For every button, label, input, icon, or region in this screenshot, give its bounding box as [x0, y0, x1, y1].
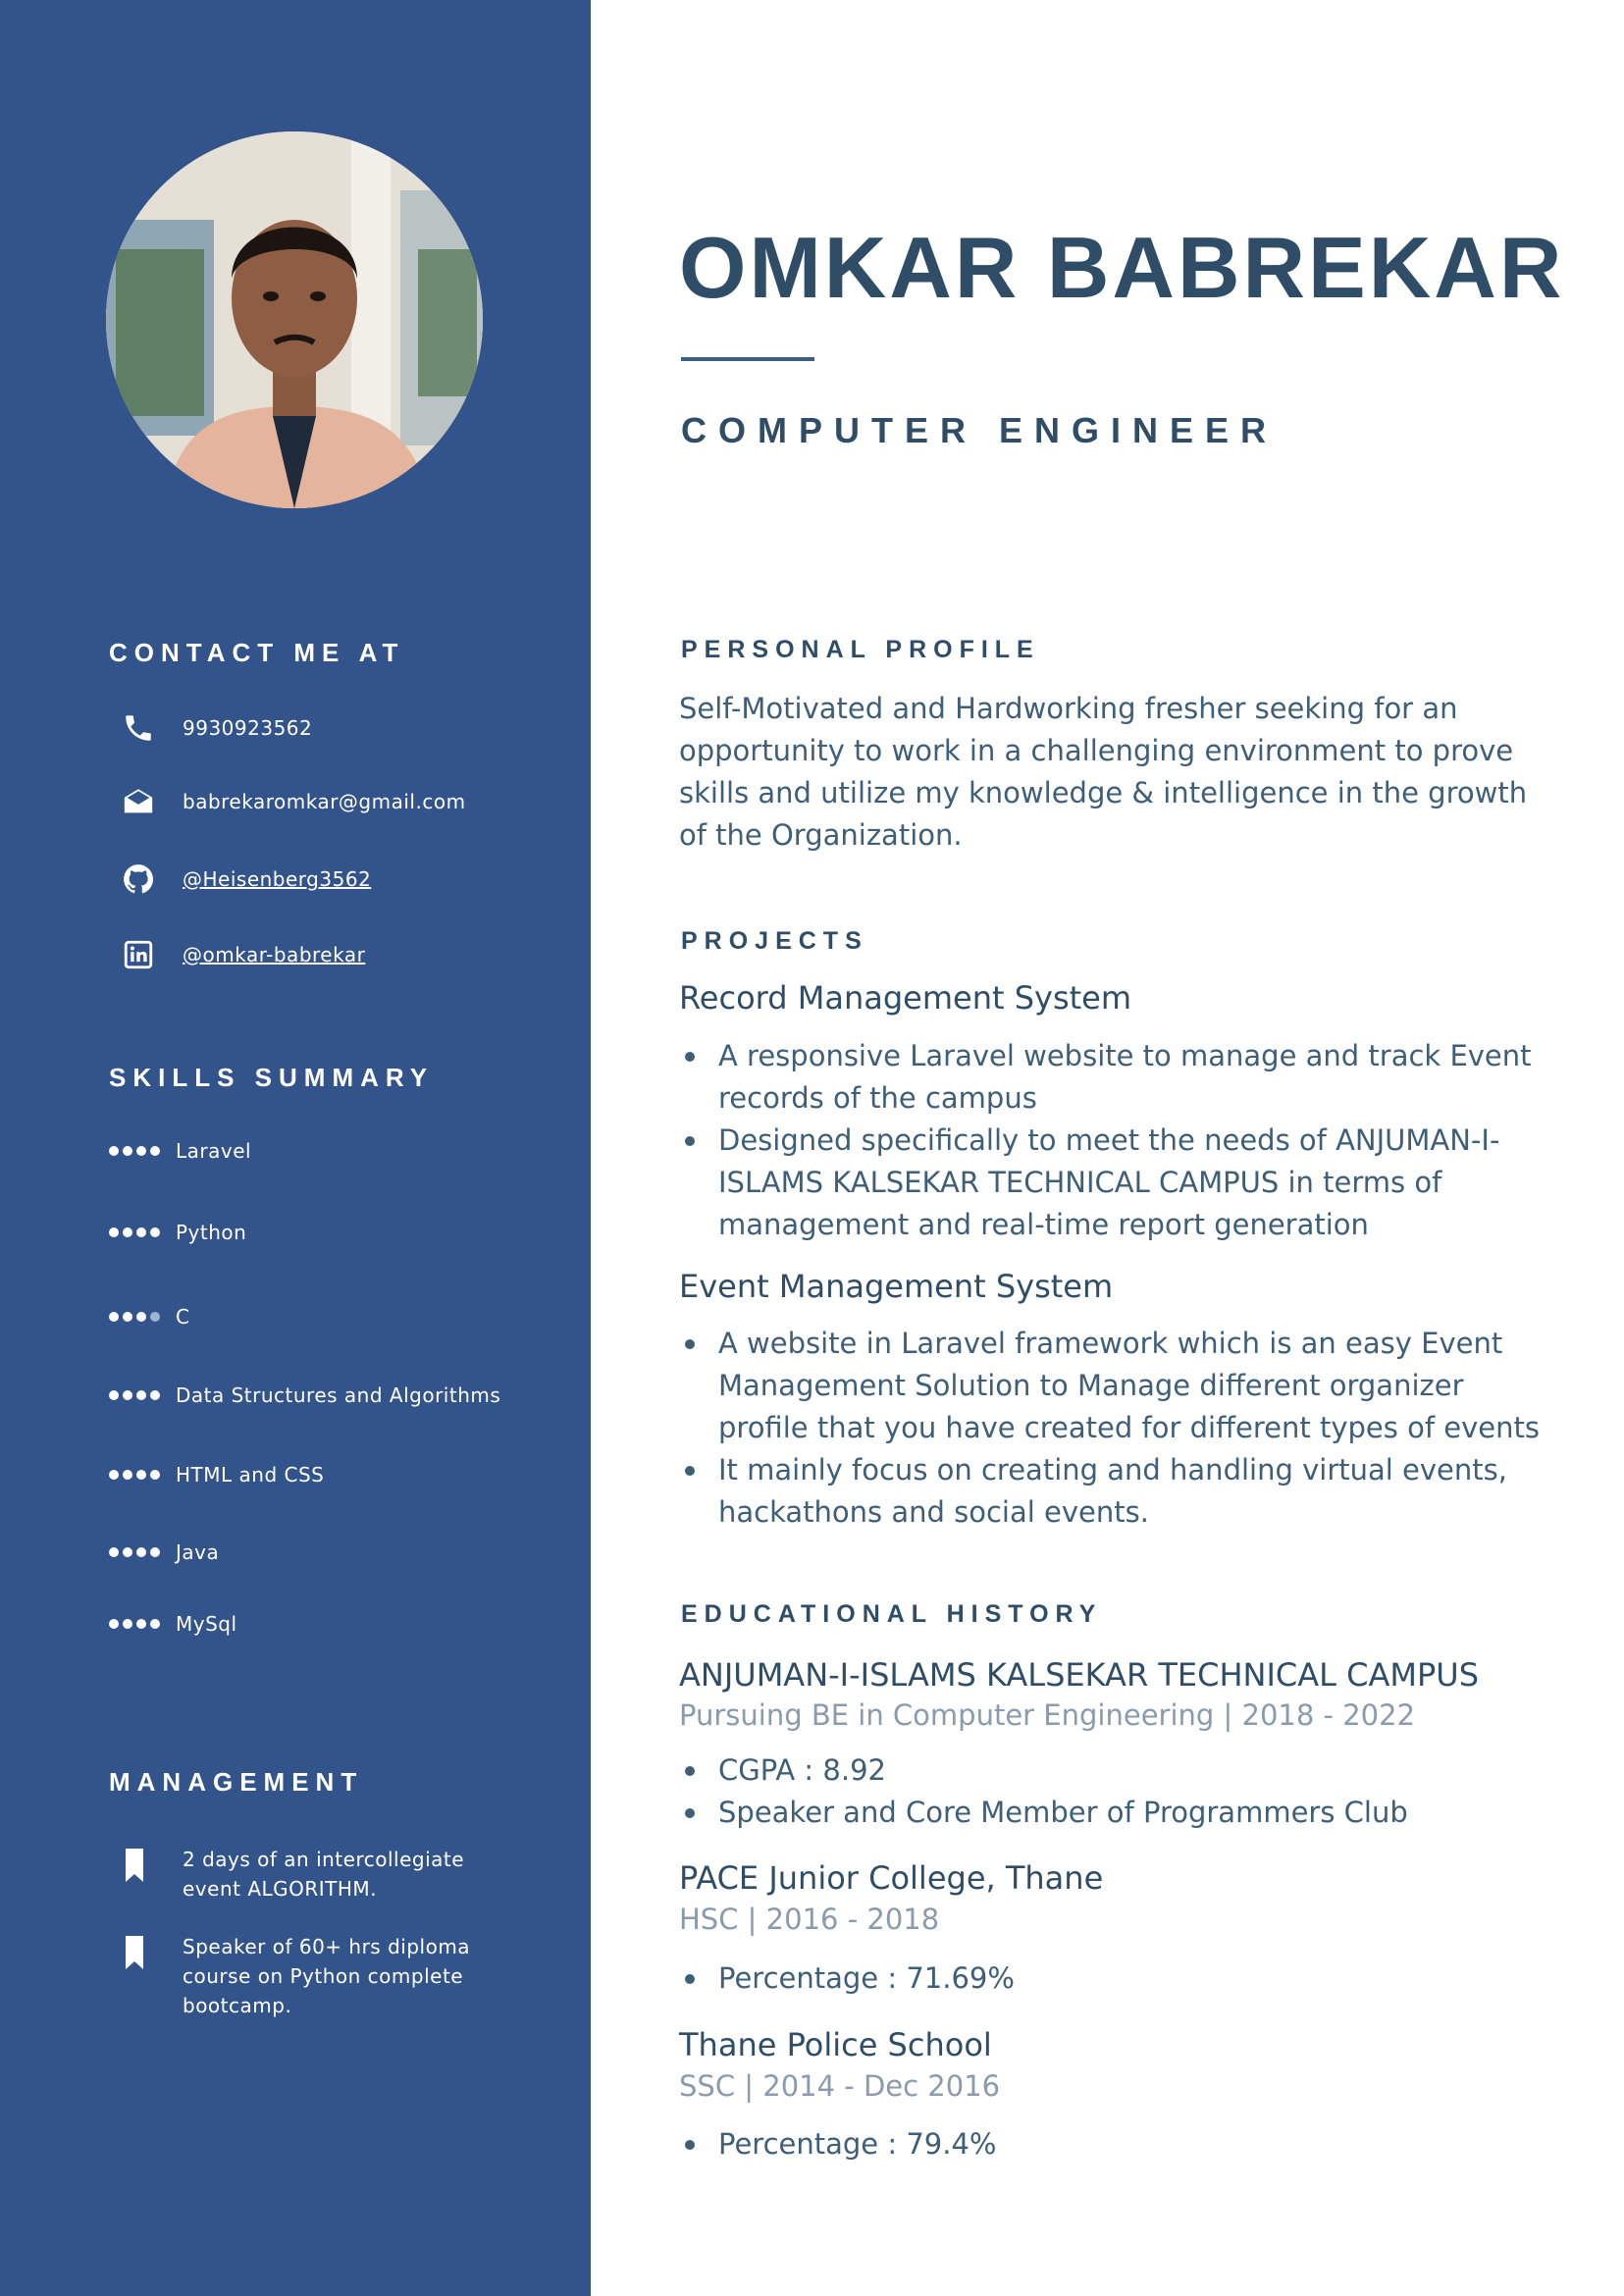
skill-level-dot — [136, 1312, 146, 1322]
project-bullet: A website in Laravel framework which is an easy Event Management Solution to Manage different organizer profile that you have created for different types of events — [679, 1323, 1562, 1449]
skill-item — [109, 1302, 189, 1331]
skill-item — [109, 1381, 500, 1410]
skill-label: Data Structures and Algorithms — [176, 1383, 501, 1407]
skill-level-dots — [109, 1146, 160, 1156]
linkedin-icon — [120, 936, 157, 973]
skill-level-dot — [109, 1470, 119, 1480]
skills-heading: SKILLS SUMMARY — [109, 1063, 435, 1092]
skill-level-dot — [150, 1390, 160, 1400]
education-title: PACE Junior College, Thane — [679, 1859, 1104, 1897]
contact-linkedin[interactable] — [120, 935, 365, 974]
sidebar — [0, 0, 591, 2296]
skill-item — [109, 1609, 237, 1639]
contact-phone — [120, 708, 312, 748]
education-title: Thane Police School — [679, 2026, 992, 2063]
skill-level-dot — [123, 1390, 132, 1400]
skill-label: HTML and CSS — [176, 1463, 325, 1487]
skill-label: C — [176, 1305, 190, 1329]
skill-level-dot — [123, 1312, 132, 1322]
skill-level-dot — [123, 1619, 132, 1629]
skill-level-dot — [109, 1312, 119, 1322]
management-item-text: Speaker of 60+ hrs diploma course on Python complete bootcamp. — [183, 1935, 471, 2017]
education-bullet: Percentage : 71.69% — [679, 1957, 1562, 2000]
skill-item — [109, 1460, 324, 1489]
skill-label: Python — [176, 1221, 247, 1244]
skill-level-dot — [109, 1227, 119, 1237]
skill-level-dot — [123, 1470, 132, 1480]
management-item-text: 2 days of an intercollegiate event ALGORITHM. — [183, 1848, 465, 1901]
education-bullet: CGPA : 8.92 — [679, 1749, 1562, 1792]
candidate-role: COMPUTER ENGINEER — [681, 410, 1279, 450]
projects-heading: PROJECTS — [681, 927, 868, 955]
skill-level-dot — [136, 1547, 146, 1557]
mail-icon — [120, 783, 157, 820]
education-meta: SSC | 2014 - Dec 2016 — [679, 2069, 1001, 2103]
project-title: Record Management System — [679, 979, 1132, 1017]
skill-level-dots — [109, 1470, 160, 1480]
management-item — [124, 1932, 536, 2020]
education-bullets — [679, 1749, 1562, 1834]
education-bullets — [679, 1957, 1562, 2000]
skill-level-dot — [123, 1547, 132, 1557]
skill-item — [109, 1218, 246, 1247]
skill-level-dot — [136, 1390, 146, 1400]
profile-photo — [106, 131, 483, 508]
github-icon — [120, 861, 157, 898]
profile-photo-illustration — [106, 131, 483, 508]
education-meta: HSC | 2016 - 2018 — [679, 1903, 940, 1936]
skill-label: Java — [176, 1540, 220, 1564]
contact-github[interactable] — [120, 860, 371, 899]
phone-number: 9930923562 — [183, 716, 313, 740]
management-item — [124, 1845, 536, 1904]
skill-level-dot — [136, 1619, 146, 1629]
github-link[interactable]: @Heisenberg3562 — [183, 867, 372, 891]
skill-level-dot — [136, 1227, 146, 1237]
skill-level-dot — [109, 1547, 119, 1557]
education-title: ANJUMAN-I-ISLAMS KALSEKAR TECHNICAL CAMPUS — [679, 1656, 1479, 1694]
skill-level-dot — [150, 1227, 160, 1237]
education-heading: EDUCATIONAL HISTORY — [681, 1600, 1103, 1628]
skill-level-dots — [109, 1227, 160, 1237]
project-bullet: A responsive Laravel website to manage and track Event records of the campus — [679, 1035, 1562, 1120]
contact-email — [120, 782, 466, 821]
skill-item — [109, 1538, 219, 1567]
project-title: Event Management System — [679, 1268, 1114, 1305]
skill-level-dot — [150, 1619, 160, 1629]
profile-text: Self-Motivated and Hardworking fresher seeking for an opportunity to work in a challenging environment to prove skills and utilize my knowledge & intelligence in the growth of the Organization. — [679, 692, 1528, 852]
skill-level-dot — [150, 1312, 160, 1322]
contact-heading: CONTACT ME AT — [109, 638, 405, 667]
education-bullets — [679, 2123, 1562, 2166]
skill-level-dot — [109, 1390, 119, 1400]
skill-level-dot — [150, 1547, 160, 1557]
project-bullet: It mainly focus on creating and handling virtual events, hackathons and social events. — [679, 1449, 1562, 1534]
skill-level-dots — [109, 1619, 160, 1629]
skill-level-dot — [109, 1619, 119, 1629]
email-address: babrekaromkar@gmail.com — [183, 790, 466, 813]
name-divider — [681, 357, 814, 361]
bookmark-icon — [124, 1936, 145, 1969]
skill-level-dots — [109, 1547, 160, 1557]
phone-icon — [120, 709, 157, 747]
project-bullets — [679, 1035, 1562, 1246]
skill-level-dots — [109, 1312, 160, 1322]
project-bullets — [679, 1323, 1562, 1534]
skill-level-dots — [109, 1390, 160, 1400]
linkedin-link[interactable]: @omkar-babrekar — [183, 943, 366, 966]
bookmark-icon — [124, 1849, 145, 1882]
skill-label: MySql — [176, 1612, 237, 1636]
skill-level-dot — [136, 1146, 146, 1156]
candidate-name: OMKAR BABREKAR — [679, 219, 1565, 316]
skill-level-dot — [136, 1470, 146, 1480]
skill-label: Laravel — [176, 1139, 252, 1163]
skill-item — [109, 1136, 251, 1166]
skill-level-dot — [150, 1470, 160, 1480]
profile-heading: PERSONAL PROFILE — [681, 636, 1040, 663]
skill-level-dot — [109, 1146, 119, 1156]
education-bullet: Speaker and Core Member of Programmers Club — [679, 1792, 1562, 1834]
project-bullet: Designed specifically to meet the needs of ANJUMAN-I-ISLAMS KALSEKAR TECHNICAL CAMPUS in terms of management and real-time report generation — [679, 1120, 1562, 1246]
education-meta: Pursuing BE in Computer Engineering | 2018 - 2022 — [679, 1698, 1416, 1732]
skill-level-dot — [123, 1146, 132, 1156]
skill-level-dot — [150, 1146, 160, 1156]
education-bullet: Percentage : 79.4% — [679, 2123, 1562, 2166]
management-heading: MANAGEMENT — [109, 1767, 364, 1797]
skill-level-dot — [123, 1227, 132, 1237]
